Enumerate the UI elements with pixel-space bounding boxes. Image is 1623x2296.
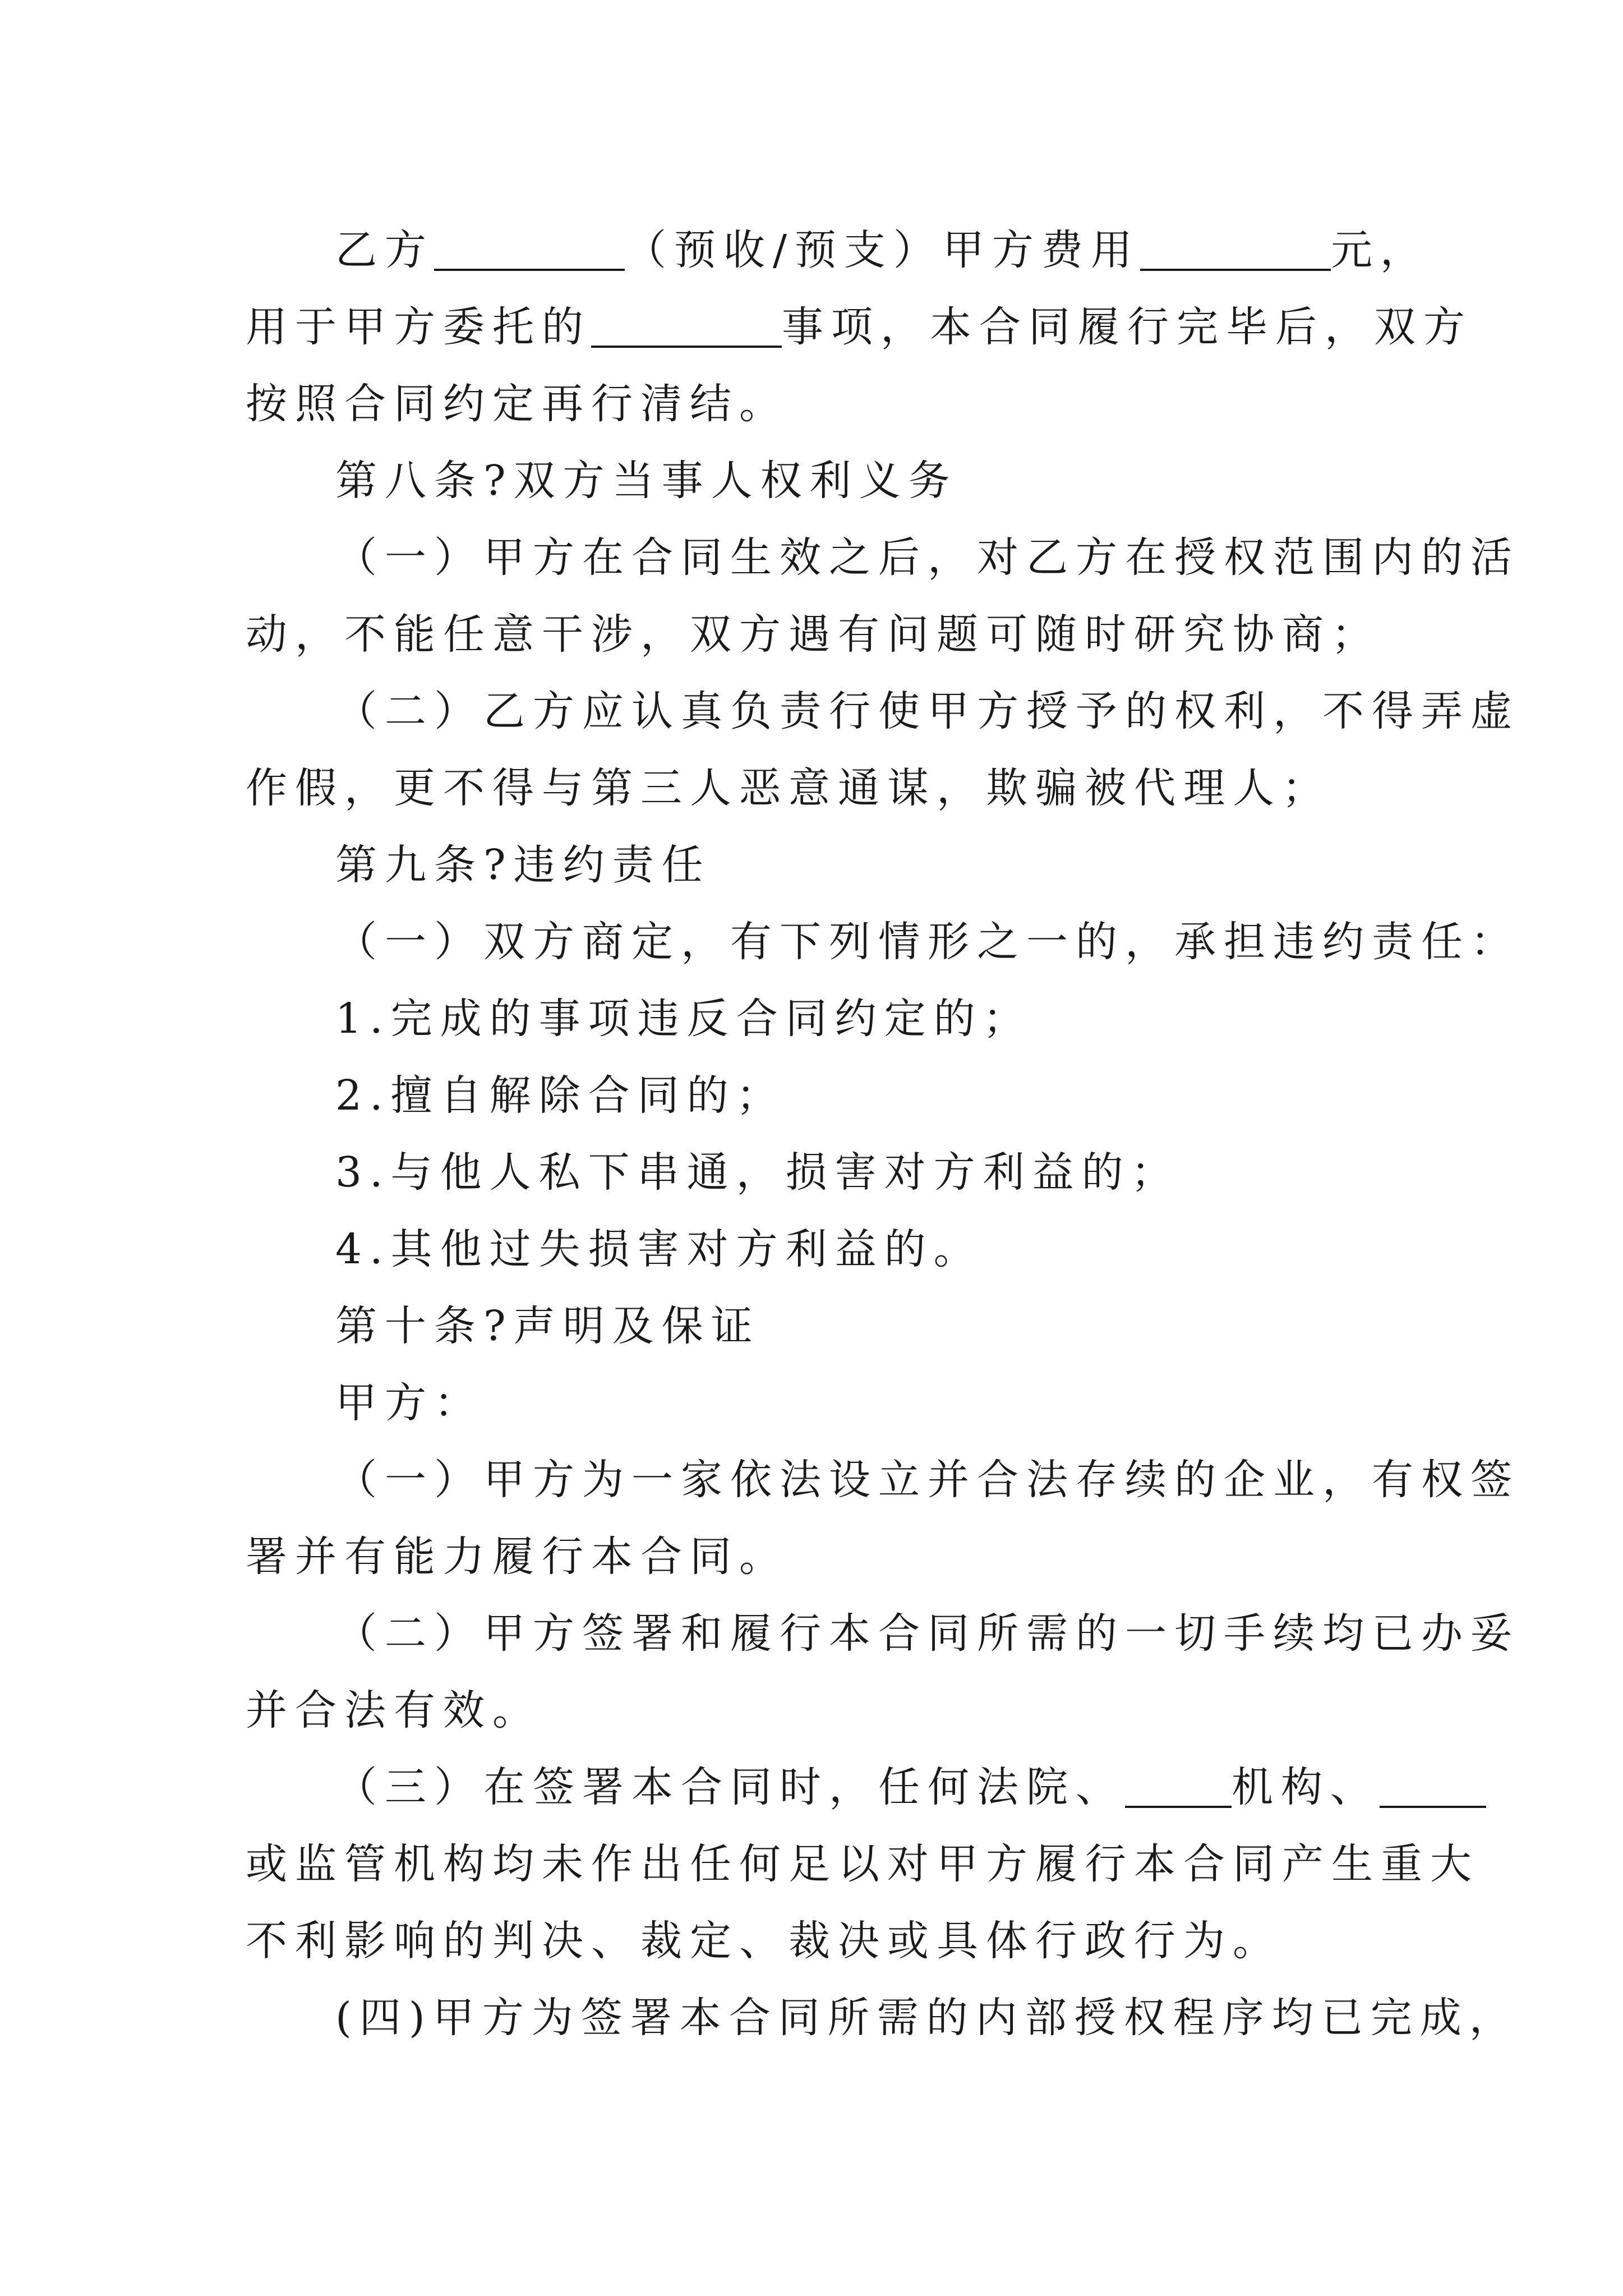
blank-field [434,229,625,271]
list-item: 3.与他人私下串通，损害对方利益的； [335,1148,1181,1197]
article-10-item-1: （一）甲方为一家依法设立并合法存续的企业，有权签 署并有能力履行本合同。 [246,1456,1520,1581]
article-9-item-1: （一）双方商定，有下列情形之一的，承担违约责任： [335,918,1520,966]
list-item: 1.完成的事项违反合同约定的； [335,995,1032,1043]
list-item: 4.其他过失损害对方利益的。 [335,1225,983,1273]
article-10-item-4: (四)甲方为签署本合同所需的内部授权程序均已完成， [335,1994,1519,2042]
text-segment: 元， [1330,226,1430,274]
text-segment: 乙方 [335,226,434,274]
list-item: 2.擅自解除合同的； [335,1071,786,1120]
article-10-heading: 第十条?声明及保证 [335,1302,760,1350]
text-segment: 用于甲方委托的 [246,303,591,351]
article-8-item-2: （二）乙方应认真负责行使甲方授予的权利，不得弄虚 作假，更不得与第三人恶意通谋，欺骗被代理人； [246,687,1520,812]
text-segment: （预收/预支）甲方费用 [625,226,1140,274]
article-8-item-1: （一）甲方在合同生效之后，对乙方在授权范围内的活 动，不能任意干涉，双方遇有问题可随时研究协商； [246,533,1520,659]
text-line: 按照合同约定再行清结。 [246,380,789,428]
text-segment: 机构、 [1232,1763,1380,1811]
blank-field [591,306,782,348]
text-segment: 事项，本合同履行完毕后，双方 [782,303,1473,351]
blank-field [1125,1766,1232,1808]
article-10-item-2: （二）甲方签署和履行本合同所需的一切手续均已办妥 并合法有效。 [246,1609,1520,1734]
blank-field [1380,1766,1486,1808]
text-segment: （三）在签署本合同时，任何法院、 [335,1763,1125,1811]
prepayment-paragraph [246,212,1473,443]
blank-field [1140,229,1331,271]
document-body [246,212,1520,2056]
party-a-label: 甲方： [335,1379,483,1427]
article-9-heading: 第九条?违约责任 [335,841,711,889]
article-10-item-3: （三）在签署本合同时，任何法院、 机构、 或监管机构均未作出任何足以对甲方履行本合同产生重大 不利影响的判决、裁定、裁决或具体行政行为。 [246,1749,1390,1980]
article-8-heading: 第八条?双方当事人权利义务 [335,457,958,505]
